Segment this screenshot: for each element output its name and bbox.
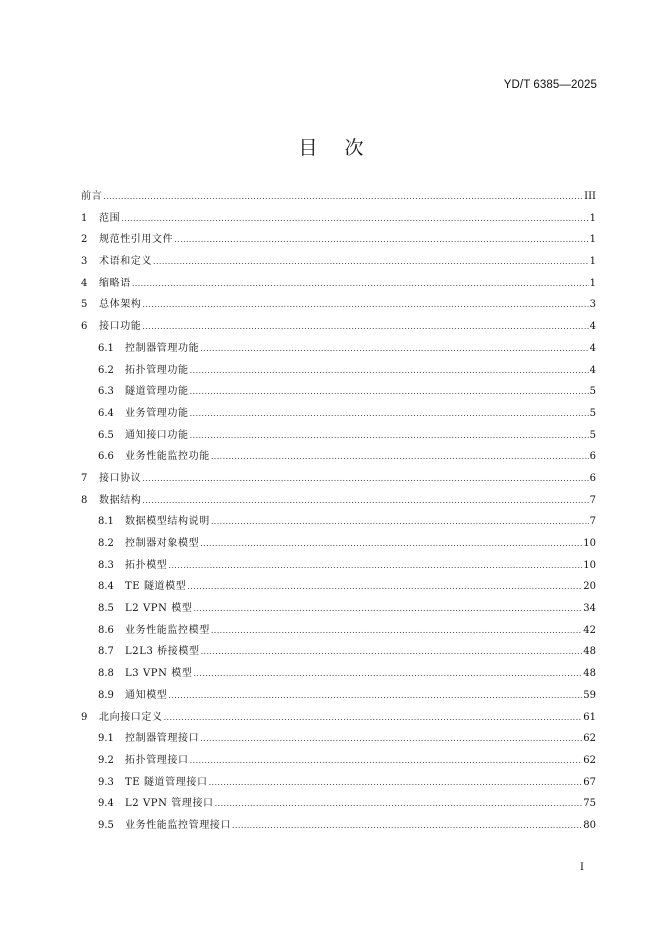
toc-entry[interactable] [81,360,596,382]
toc-entry-page: 1 [589,277,596,289]
toc-entry-page: 10 [583,559,596,571]
toc-entry[interactable] [81,576,596,598]
toc-entry-title: 接口协议 [99,472,142,484]
toc-entry-page: 75 [583,798,596,810]
toc-entry-page: 5 [589,407,596,419]
toc-entry-title: 通知模型 [125,689,168,701]
toc-entry-title: L2 VPN 模型 [125,603,193,615]
toc-dot-leader [193,598,582,620]
toc-entry-title: 拓扑管理接口 [125,754,189,766]
toc-title-char-2: 次 [344,137,364,159]
toc-entry-page: 6 [589,472,596,484]
toc-entry[interactable] [81,294,596,316]
toc-entry[interactable] [81,555,596,577]
toc-entry-number: 9.2 [98,754,114,766]
toc-dot-leader [209,772,583,794]
toc-dot-leader [190,750,583,772]
toc-entry-title: 总体架构 [99,299,142,311]
toc-entry-page: 61 [583,711,596,723]
toc-entry[interactable] [81,490,596,512]
toc-entry-number: 6.6 [98,451,114,463]
toc-entry-page: 3 [589,299,596,311]
toc-entry-page: 5 [589,386,596,398]
toc-dot-leader [190,403,589,425]
toc-entry-number: 8.6 [98,624,114,636]
toc-entry[interactable] [81,403,596,425]
toc-entry-number: 8.1 [98,516,114,528]
toc-dot-leader [121,208,588,230]
toc-entry-page: 1 [589,256,596,268]
toc-entry[interactable] [81,772,596,794]
toc-entry[interactable] [81,793,596,815]
toc-entry-page: 62 [583,733,596,745]
toc-entry-title: 控制器管理功能 [125,342,200,354]
toc-entry-number: 9 [81,711,88,723]
toc-entry-title: 规范性引用文件 [99,234,174,246]
toc-entry-page: 48 [583,646,596,658]
toc-entry[interactable] [81,251,596,273]
toc-entry-page: 80 [583,819,596,831]
toc-dot-leader [190,425,589,447]
toc-entry-page: 42 [583,624,596,636]
toc-entry-title: 数据模型结构说明 [125,516,210,528]
toc-entry[interactable] [81,273,596,295]
toc-entry-title: 业务性能监控功能 [125,451,210,463]
toc-entry-title: L3 VPN 模型 [125,668,193,680]
toc-dot-leader [153,251,589,273]
toc-dot-leader [142,316,588,338]
toc-entry-title: TE 隧道模型 [125,581,187,593]
toc-dot-leader [190,381,589,403]
toc-entry-page: III [584,191,596,202]
toc-entry[interactable] [81,208,596,230]
toc-entry[interactable] [81,338,596,360]
toc-dot-leader [142,468,588,490]
toc-entry[interactable] [81,707,596,729]
toc-entry[interactable] [81,641,596,663]
toc-entry[interactable] [81,511,596,533]
toc-entry-number: 8.4 [98,581,114,593]
toc-entry-page: 34 [583,603,596,615]
toc-dot-leader [190,360,589,382]
toc-entry[interactable] [81,468,596,490]
toc-entry[interactable] [81,620,596,642]
toc-entry-page: 48 [583,668,596,680]
toc-dot-leader [174,229,588,251]
toc-entry-page: 67 [583,776,596,788]
toc-entry-number: 6.2 [98,364,114,376]
toc-entry[interactable] [81,381,596,403]
toc-entry-number: 8.9 [98,689,114,701]
toc-dot-leader [168,685,582,707]
toc-entry-number: 9.1 [98,733,114,745]
toc-entry-page: 1 [589,234,596,246]
toc-entry-title: 控制器对象模型 [125,538,200,549]
toc-entry-title: 前言 [81,191,103,202]
toc-dot-leader [193,663,582,685]
toc-entry-title: 范围 [99,212,121,224]
toc-entry-number: 1 [81,212,88,224]
toc-dot-leader [103,186,583,208]
toc-entry-number: 9.3 [98,776,114,788]
toc-entry-number: 8.3 [98,559,114,571]
toc-entry-page: 20 [583,581,596,593]
toc-entry-title: 业务管理功能 [125,407,189,419]
toc-entry-page: 1 [589,212,596,224]
toc-dot-leader [164,707,583,729]
toc-dot-leader [201,641,583,663]
toc-entry-number: 4 [81,277,88,289]
toc-entry-number: 6 [81,321,88,333]
toc-entry-number: 8.5 [98,603,114,615]
toc-dot-leader [200,338,588,360]
toc-entry-title: 业务性能监控模型 [125,624,210,636]
toc-dot-leader [215,793,583,815]
toc-dot-leader [211,511,589,533]
toc-entry-number: 8.8 [98,668,114,680]
toc-dot-leader [142,294,588,316]
page-number: I [580,862,584,873]
toc-entry-page: 7 [589,516,596,528]
toc-entry-number: 8.7 [98,646,114,658]
toc-dot-leader [168,555,582,577]
toc-title-char-1: 目 [298,137,318,159]
toc-entry-title: 北向接口定义 [99,711,163,723]
toc-entry[interactable] [81,663,596,685]
toc-entry-title: 控制器管理接口 [125,733,200,745]
document-code: YD/T 6385—2025 [503,79,597,91]
toc-entry-number: 6.1 [98,342,114,354]
toc-dot-leader [187,576,582,598]
toc-entry-title: 接口功能 [99,321,142,333]
toc-entry-page: 4 [589,342,596,354]
toc-entry-page: 4 [589,364,596,376]
toc-entry-title: L2 VPN 管理接口 [125,798,214,810]
toc-entry-number: 8.2 [98,538,114,549]
toc-entry[interactable] [81,533,596,555]
toc-entry-title: TE 隧道管理接口 [125,776,208,788]
toc-dot-leader [132,273,589,295]
toc-entry-title: 通知接口功能 [125,429,189,441]
toc-entry-page: 10 [583,538,596,549]
toc-entry[interactable] [81,598,596,620]
toc-entry-page: 6 [589,451,596,463]
toc-entry-number: 8 [81,494,88,506]
toc-entry[interactable] [81,186,596,208]
toc-entry-page: 4 [589,321,596,333]
toc-entry-title: 隧道管理功能 [125,386,189,398]
toc-entry-number: 9.5 [98,819,114,831]
toc-entry-title: 术语和定义 [99,256,152,268]
toc-entry[interactable] [81,750,596,772]
toc-entry-page: 59 [583,689,596,701]
toc-title [0,133,662,160]
toc-entry-number: 6.4 [98,407,114,419]
toc-dot-leader [200,533,582,555]
toc-entry-title: 业务性能监控管理接口 [125,819,231,831]
toc-list [81,186,596,837]
toc-entry-title: 数据结构 [99,494,142,506]
toc-dot-leader [142,490,588,512]
toc-entry-number: 2 [81,234,88,246]
toc-entry[interactable] [81,815,596,837]
toc-entry-title: 拓扑模型 [125,559,168,571]
toc-entry-number: 6.3 [98,386,114,398]
toc-dot-leader [211,446,589,468]
toc-dot-leader [211,620,582,642]
toc-entry-number: 3 [81,256,88,268]
toc-entry-title: 拓扑管理功能 [125,364,189,376]
toc-entry[interactable] [81,425,596,447]
toc-entry-title: 缩略语 [99,277,131,289]
toc-entry-page: 5 [589,429,596,441]
toc-entry-page: 7 [589,494,596,506]
toc-entry[interactable] [81,728,596,750]
toc-entry[interactable] [81,316,596,338]
toc-entry[interactable] [81,446,596,468]
toc-entry-number: 5 [81,299,88,311]
toc-dot-leader [200,728,582,750]
toc-entry-page: 62 [583,754,596,766]
toc-entry[interactable] [81,685,596,707]
toc-entry-number: 6.5 [98,429,114,441]
toc-entry-title: L2L3 桥接模型 [125,646,200,658]
toc-entry-number: 9.4 [98,798,114,810]
toc-entry[interactable] [81,229,596,251]
toc-dot-leader [232,815,582,837]
toc-entry-number: 7 [81,472,88,484]
